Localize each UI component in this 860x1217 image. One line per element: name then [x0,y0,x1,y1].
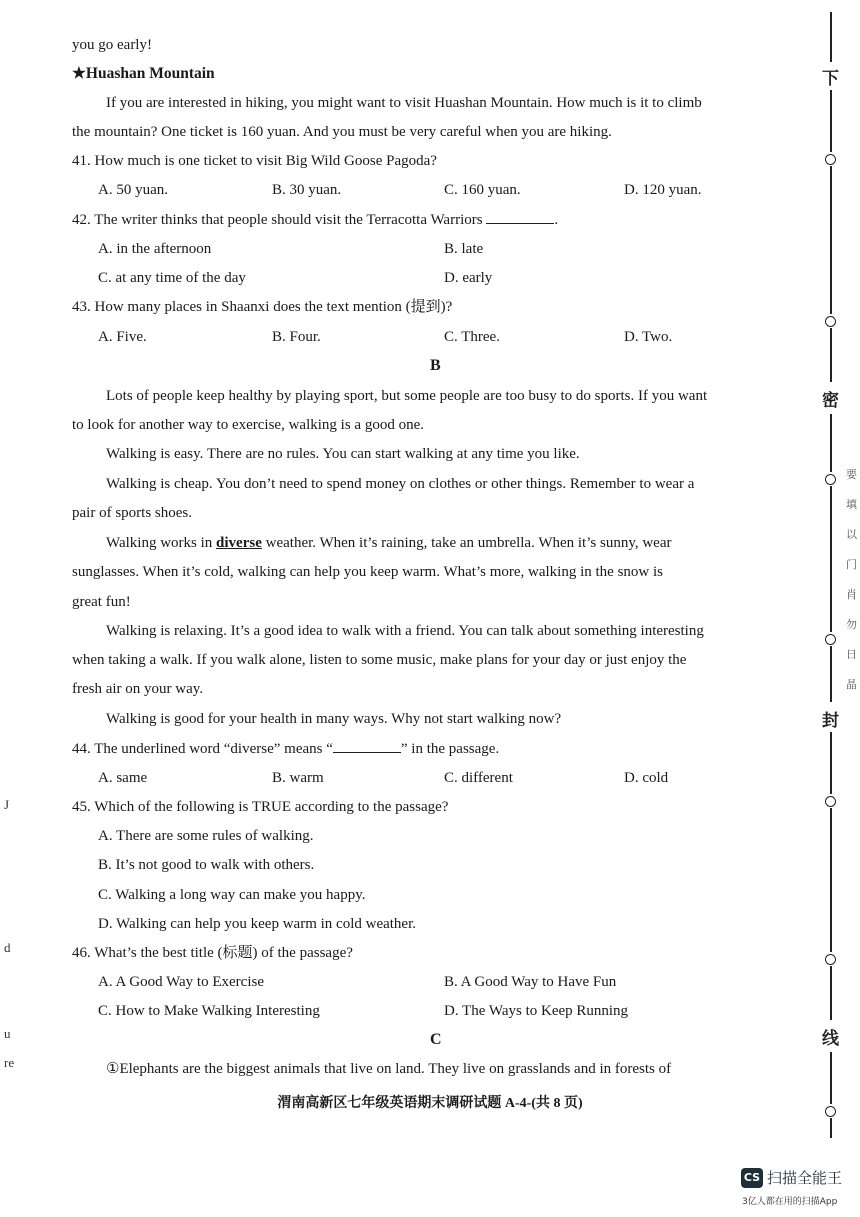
paragraph-line: pair of sports shoes. [72,505,192,521]
scanner-logo-icon: CS [741,1168,763,1188]
answer-blank [333,738,401,753]
paragraph-line: to look for another way to exercise, walking is a good one. [72,417,424,433]
paragraph-line: ①Elephants are the biggest animals that live on land. They live on grasslands and in forests of [106,1061,672,1077]
paragraph-line: when taking a walk. If you walk alone, listen to some music, make plans for your day or just enjoy the [72,652,687,668]
question-42-end: . [554,212,559,228]
binding-hole-icon [825,316,836,327]
question-44-option-a: A. same [98,770,148,786]
binding-line [830,966,832,1020]
binding-hole-icon [825,954,836,965]
question-41-option-c: C. 160 yuan. [444,182,521,198]
question-42-option-a: A. in the afternoon [98,241,212,257]
binding-line [830,12,832,62]
paragraph-line: fresh air on your way. [72,681,204,697]
text-fragment: Walking works in [106,535,213,551]
question-42-option-d: D. early [444,270,493,286]
question-42-stem [72,209,558,230]
question-43-option-c: C. Three. [444,329,500,345]
question-41-option-a: A. 50 yuan. [98,182,168,198]
question-46-option-a: A. A Good Way to Exercise [98,974,264,990]
question-45-option-d: D. Walking can help you keep warm in cold weather. [98,916,417,932]
binding-char-top: 下 [822,69,839,89]
question-44-option-c: C. different [444,770,513,786]
binding-faded-notice: 要 填 以 门 肖 勿 日 晶 [846,468,857,691]
question-41-option-d: D. 120 yuan. [624,182,702,198]
paragraph-line: Walking is cheap. You don’t need to spend money on clothes or other things. Remember to wear a [106,476,695,492]
binding-hole-icon [825,634,836,645]
question-45-stem: 45. Which of the following is TRUE according to the passage? [72,799,449,815]
page-footer: 渭南高新区七年级英语期末调研试题 A-4-(共 8 页) [277,1096,583,1111]
binding-char-feng: 封 [822,711,839,731]
question-43-option-b: B. Four. [272,329,321,345]
question-45-option-c: C. Walking a long way can make you happy. [98,887,366,903]
margin-mark: u [4,1026,11,1041]
binding-line [830,1052,832,1104]
margin-mark: re [4,1055,15,1070]
binding-char-mi: 密 [822,391,839,411]
question-44-text-end: ” in the passage. [400,741,500,757]
section-c-heading: C [430,1031,442,1048]
margin-mark: J [4,797,10,812]
binding-hole-icon [825,154,836,165]
paragraph-line: If you are interested in hiking, you might want to visit Huashan Mountain. How much is it to climb [106,95,702,111]
binding-line [830,90,832,152]
paragraph-line [106,533,671,553]
question-42-option-c: C. at any time of the day [98,270,246,286]
paragraph-line: sunglasses. When it’s cold, walking can help you keep warm. What’s more, walking in the snow is [72,564,664,580]
paragraph-line: great fun! [72,594,131,610]
binding-line [830,166,832,314]
paragraph-line: Lots of people keep healthy by playing sport, but some people are too busy to do sports. If you want [106,388,708,404]
underlined-word: diverse [216,535,262,551]
question-41-stem: 41. How much is one ticket to visit Big Wild Goose Pagoda? [72,153,437,169]
question-46-option-d: D. The Ways to Keep Running [444,1003,629,1019]
binding-hole-icon [825,1106,836,1117]
scanner-name: 扫描全能王 [767,1169,843,1187]
question-43-option-a: A. Five. [98,329,147,345]
question-41-option-b: B. 30 yuan. [272,182,342,198]
question-46-option-b: B. A Good Way to Have Fun [444,974,617,990]
binding-line [830,414,832,472]
paragraph-line: Walking is easy. There are no rules. You can start walking at any time you like. [106,446,580,462]
binding-line [830,646,832,702]
question-45-option-a: A. There are some rules of walking. [98,828,314,844]
binding-hole-icon [825,474,836,485]
binding-hole-icon [825,796,836,807]
question-44-stem [72,738,499,759]
scanner-slogan: 3亿人都在用的扫描App [742,1197,838,1207]
text-line: you go early! [72,37,152,53]
text-fragment: weather. When it’s raining, take an umbrella. When it’s sunny, wear [265,535,672,551]
question-43-option-d: D. Two. [624,329,673,345]
section-heading-huashan: ★Huashan Mountain [72,65,215,82]
question-44-text: 44. The underlined word “diverse” means “ [72,741,333,757]
answer-blank [486,209,554,224]
question-42-option-b: B. late [444,241,484,257]
margin-mark: d [4,940,11,955]
question-43-stem: 43. How many places in Shaanxi does the text mention (提到)? [72,299,453,315]
binding-line [830,328,832,382]
paragraph-line: the mountain? One ticket is 160 yuan. And you must be very careful when you are hiking. [72,124,612,140]
question-44-option-d: D. cold [624,770,669,786]
question-42-text: 42. The writer thinks that people should visit the Terracotta Warriors [72,212,483,228]
binding-line [830,486,832,632]
binding-line [830,808,832,952]
paragraph-line: Walking is relaxing. It’s a good idea to walk with a friend. You can talk about something interesting [106,623,704,639]
scanner-watermark [741,1167,842,1188]
question-46-stem: 46. What’s the best title (标题) of the passage? [72,945,353,961]
question-45-option-b: B. It’s not good to walk with others. [98,857,315,873]
question-44-option-b: B. warm [272,770,324,786]
question-46-option-c: C. How to Make Walking Interesting [98,1003,320,1019]
section-b-heading: B [430,357,441,374]
paragraph-line: Walking is good for your health in many ways. Why not start walking now? [106,711,562,727]
binding-char-xian: 线 [822,1029,839,1049]
binding-line [830,1118,832,1138]
binding-line [830,732,832,794]
